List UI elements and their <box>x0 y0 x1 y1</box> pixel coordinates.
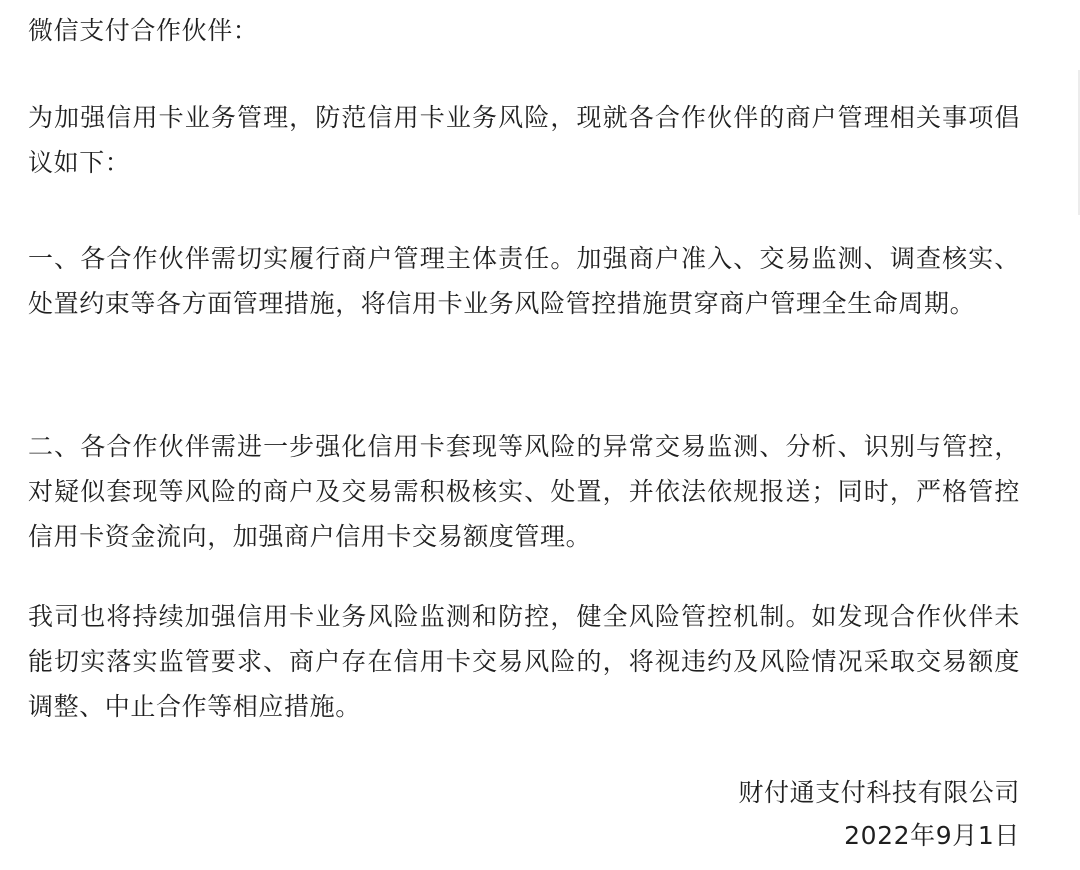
signature-company: 财付通支付科技有限公司 <box>738 778 1020 807</box>
signature-date: 2022年9月1日 <box>844 821 1020 850</box>
paragraph-closing: 我司也将持续加强信用卡业务风险监测和防控，健全风险管控机制。如发现合作伙伴未能切实落实监管要求、商户存在信用卡交易风险的，将视违约及风险情况采取交易额度调整、中止合作等相应措施。 <box>28 602 1020 721</box>
salutation: 微信支付合作伙伴： <box>28 16 259 45</box>
paragraph-intro: 为加强信用卡业务管理，防范信用卡业务风险，现就各合作伙伴的商户管理相关事项倡议如下： <box>28 103 1020 177</box>
paragraph-item-two: 二、各合作伙伴需进一步强化信用卡套现等风险的异常交易监测、分析、识别与管控，对疑似套现等风险的商户及交易需积极核实、处置，并依法依规报送；同时，严格管控信用卡资金流向，加强商户信用卡交易额度管理。 <box>28 432 1020 551</box>
paragraph-item-one: 一、各合作伙伴需切实履行商户管理主体责任。加强商户准入、交易监测、调查核实、处置约束等各方面管理措施，将信用卡业务风险管控措施贯穿商户管理全生命周期。 <box>28 244 1020 318</box>
